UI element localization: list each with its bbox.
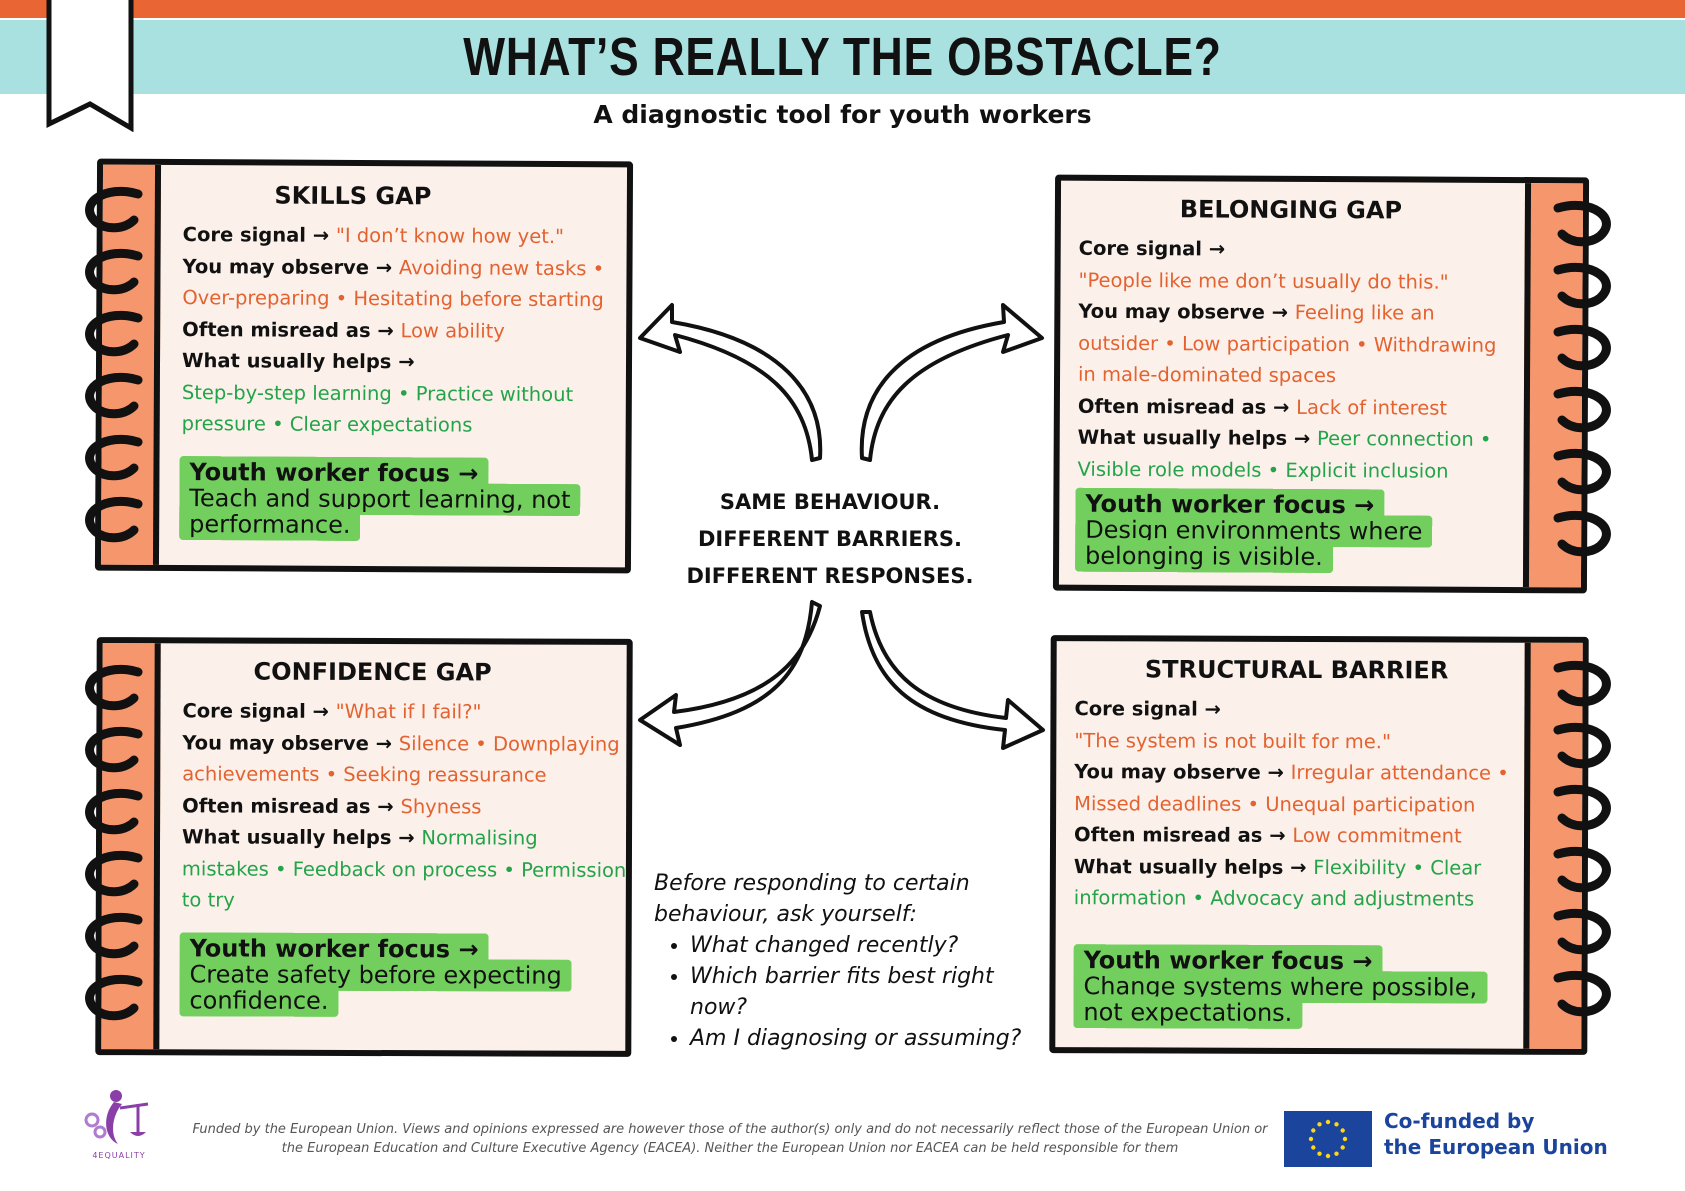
- page-subtitle: A diagnostic tool for youth workers: [593, 100, 1092, 129]
- line-key: Core signal →: [182, 223, 336, 247]
- line-value: Lack of interest: [1296, 395, 1448, 420]
- card-line: [1078, 264, 1496, 298]
- card-line: [182, 853, 626, 886]
- line-value: Feeling like an: [1294, 300, 1435, 325]
- card-line: [183, 219, 605, 253]
- card-line: [1074, 819, 1509, 852]
- line-value: "The system is not built for me.": [1074, 728, 1392, 753]
- confidence-gap-card: [95, 637, 632, 1057]
- skills-gap-card: [95, 159, 633, 574]
- card-line: [182, 695, 626, 728]
- structural-barrier-card: [1049, 635, 1588, 1055]
- card-line: [1078, 390, 1496, 424]
- eu-label-line-2: the European Union: [1384, 1135, 1608, 1159]
- card-line: [1078, 359, 1496, 393]
- curved-arrow-icon: [640, 305, 820, 460]
- curved-arrow-icon: [640, 602, 820, 745]
- reflection-intro: Before responding to certain behaviour, ask yourself:: [654, 871, 970, 927]
- line-value: "What if I fail?": [335, 699, 482, 724]
- line-value: to try: [181, 888, 235, 912]
- line-key: You may observe →: [1074, 760, 1291, 784]
- card-line: [182, 758, 626, 791]
- line-key: You may observe →: [182, 254, 400, 279]
- youth-worker-focus: [179, 935, 599, 1014]
- eu-star-icon: [1326, 1154, 1330, 1158]
- line-key: You may observe →: [182, 730, 399, 755]
- youth-worker-focus: [1073, 947, 1503, 1027]
- line-key: Often misread as →: [182, 317, 401, 342]
- line-value: Step-by-step learning • Practice without: [181, 380, 574, 406]
- eu-star-icon: [1334, 1122, 1338, 1126]
- line-value: Irregular attendance •: [1290, 760, 1509, 785]
- line-key: Core signal →: [1078, 236, 1226, 261]
- card-line: [1074, 725, 1509, 758]
- card-title: SKILLS GAP: [274, 181, 432, 211]
- card-line: [1079, 233, 1497, 267]
- line-key: Core signal →: [182, 699, 336, 723]
- card-title: STRUCTURAL BARRIER: [1144, 655, 1449, 685]
- page-title: WHAT’S REALLY THE OBSTACLE?: [463, 27, 1222, 87]
- eu-label-line-1: Co-funded by: [1384, 1109, 1535, 1133]
- focus-label: Youth worker focus →: [1085, 489, 1375, 520]
- center-line-1: SAME BEHAVIOUR.: [719, 490, 941, 514]
- reflection-list: [654, 930, 1034, 1054]
- line-value: Low ability: [400, 318, 505, 343]
- line-value: Normalising: [421, 826, 538, 850]
- 4equality-logo-icon: [74, 1086, 164, 1160]
- line-key: You may observe →: [1078, 299, 1295, 324]
- belonging-gap-card: [1053, 175, 1589, 594]
- line-value: "I don’t know how yet.": [335, 223, 565, 249]
- line-key: Often misread as →: [182, 793, 401, 818]
- ring-binding-icon: [76, 664, 156, 1034]
- curved-arrow-icon: [862, 305, 1042, 460]
- eu-star-icon: [1341, 1128, 1345, 1132]
- line-key: What usually helps →: [181, 825, 422, 850]
- eu-star-icon: [1311, 1128, 1315, 1132]
- eu-star-icon: [1334, 1152, 1338, 1156]
- focus-text: Change systems where possible, not expectations.: [1083, 972, 1478, 1027]
- card-line: [182, 790, 626, 823]
- card-line: [182, 314, 604, 348]
- card-line: [182, 727, 626, 760]
- card-line: [1077, 453, 1495, 487]
- funding-disclaimer: Funded by the European Union. Views and opinions expressed are however those of the author(s) only and do not necessarily reflect those of the European Union or the European Education and Culture Executive Agency (EACEA). Neither the European Union nor EACEA can be held responsible for them: [192, 1122, 1268, 1156]
- card-line: [182, 821, 626, 854]
- curved-arrow-icon: [862, 612, 1043, 748]
- card-line: [182, 884, 626, 917]
- card-line: [1074, 882, 1509, 915]
- reflection-question: • Which barrier fits best right now?: [690, 961, 1034, 1023]
- eu-star-icon: [1317, 1152, 1321, 1156]
- line-value: "People like me don’t usually do this.": [1078, 268, 1449, 294]
- card-lines: [182, 219, 605, 442]
- top-stripe: [0, 0, 1685, 18]
- line-value: mistakes • Feedback on process • Permission: [181, 856, 627, 882]
- line-value: Avoiding new tasks •: [398, 255, 605, 280]
- youth-worker-focus: [179, 459, 599, 539]
- card-line: [182, 345, 604, 379]
- line-value: Over-preparing • Hesitating before starting: [182, 286, 604, 312]
- eu-cofunded-label: [1384, 1108, 1608, 1160]
- line-value: in male-dominated spaces: [1077, 362, 1337, 388]
- line-value: Silence • Downplaying: [398, 731, 620, 756]
- line-value: pressure • Clear expectations: [181, 412, 473, 437]
- card-line: [1078, 296, 1496, 330]
- focus-label: Youth worker focus →: [189, 458, 479, 488]
- card-line: [1078, 327, 1496, 361]
- line-key: Core signal →: [1074, 697, 1221, 721]
- ring-binding-icon: [1540, 660, 1620, 1030]
- eu-star-icon: [1311, 1145, 1315, 1149]
- focus-text: Design environments where belonging is visible.: [1085, 515, 1423, 572]
- ring-binding-icon: [1540, 200, 1620, 570]
- line-value: outsider • Low participation • Withdrawing: [1078, 331, 1497, 357]
- card-title: CONFIDENCE GAP: [253, 657, 492, 687]
- eu-star-icon: [1341, 1145, 1345, 1149]
- center-line-3: DIFFERENT RESPONSES.: [686, 564, 974, 588]
- eu-star-icon: [1309, 1137, 1313, 1141]
- card-line: [1074, 788, 1509, 821]
- card-line: [182, 251, 604, 285]
- card-line: [1074, 756, 1509, 789]
- line-value: Visible role models • Explicit inclusion: [1077, 457, 1449, 483]
- line-key: What usually helps →: [1073, 854, 1314, 879]
- focus-text: Teach and support learning, not performance.: [189, 484, 571, 539]
- eu-star-icon: [1317, 1122, 1321, 1126]
- focus-text: Create safety before expecting confidence.: [189, 960, 562, 1015]
- eu-star-icon: [1343, 1137, 1347, 1141]
- youth-worker-focus: [1075, 491, 1475, 571]
- card-line: [1074, 851, 1509, 884]
- line-key: Often misread as →: [1073, 823, 1293, 847]
- card-line: [1074, 693, 1509, 726]
- card-lines: [182, 695, 627, 917]
- card-line: [182, 377, 604, 411]
- logo-text: 4EQUALITY: [92, 1151, 146, 1160]
- line-value: Low commitment: [1292, 823, 1462, 848]
- line-value: Flexibility • Clear: [1313, 855, 1482, 880]
- line-value: Shyness: [400, 794, 482, 818]
- center-line-2: DIFFERENT BARRIERS.: [697, 527, 963, 551]
- eu-flag-icon: [1284, 1111, 1372, 1167]
- reflection-question: • What changed recently?: [690, 930, 1034, 961]
- card-line: [182, 282, 604, 316]
- line-value: Peer connection •: [1316, 426, 1492, 451]
- ring-binding-icon: [76, 186, 156, 556]
- line-value: Missed deadlines • Unequal participation: [1074, 791, 1476, 817]
- eu-star-icon: [1326, 1120, 1330, 1124]
- card-lines: [1074, 693, 1509, 915]
- line-value: achievements • Seeking reassurance: [182, 762, 547, 787]
- card-title: BELONGING GAP: [1179, 195, 1403, 225]
- line-key: Often misread as →: [1077, 394, 1297, 419]
- reflection-prompt: [654, 868, 1034, 1054]
- focus-label: Youth worker focus →: [1083, 946, 1373, 976]
- line-value: information • Advocacy and adjustments: [1073, 886, 1475, 911]
- reflection-question: • Am I diagnosing or assuming?: [690, 1023, 1034, 1054]
- line-key: What usually helps →: [1077, 425, 1318, 450]
- focus-label: Youth worker focus →: [189, 934, 479, 964]
- card-lines: [1077, 233, 1497, 487]
- card-line: [1078, 422, 1496, 456]
- center-statement: [670, 484, 990, 595]
- card-line: [182, 408, 604, 442]
- line-key: What usually helps →: [181, 349, 415, 374]
